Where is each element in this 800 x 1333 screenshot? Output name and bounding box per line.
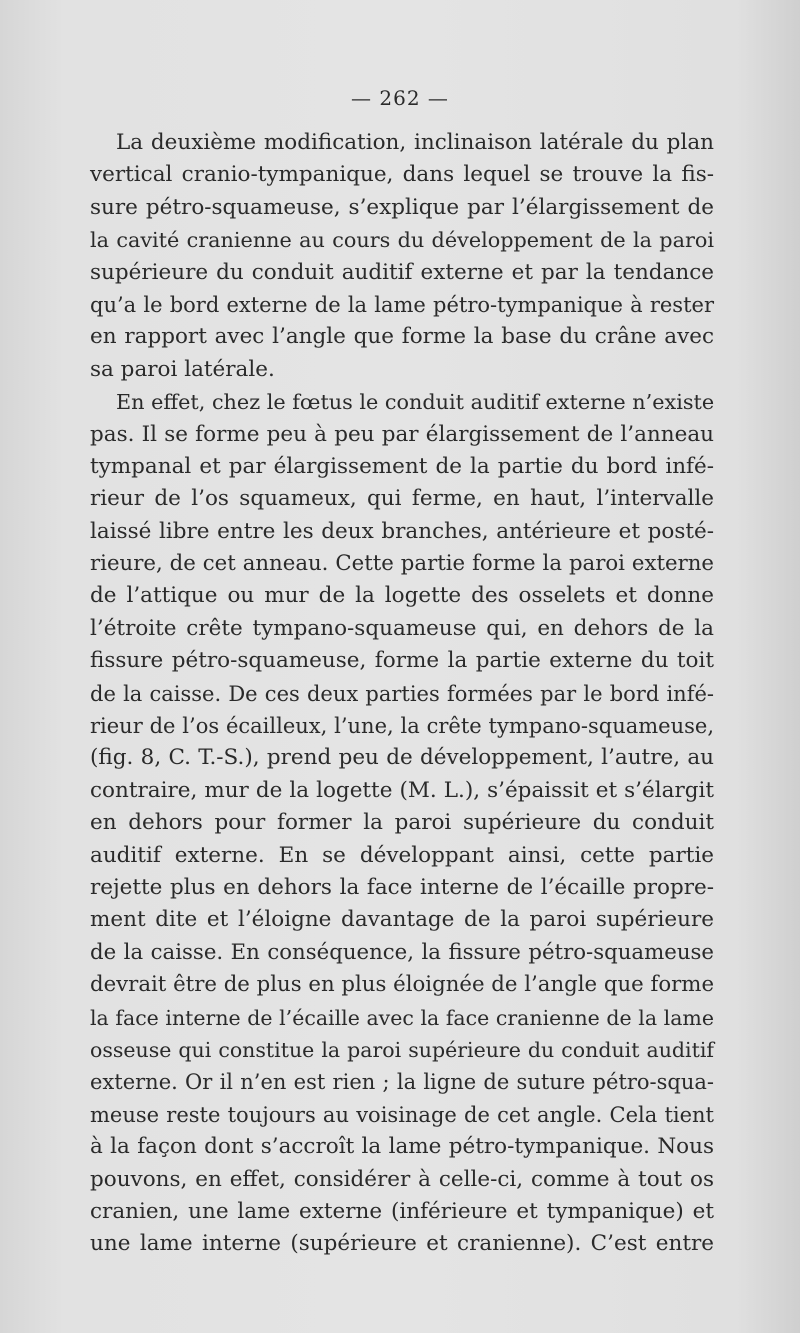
- text-line: cranien, une lame externe (inférieure et tympanique) et: [90, 1198, 714, 1224]
- text-line: la cavité cranienne au cours du développement de la paroi: [90, 228, 714, 253]
- text-line: ment dite et l’éloigne davantage de la paroi supérieure: [90, 907, 714, 933]
- text-line: à la façon dont s’accroît la lame pétro-tympanique. Nous: [90, 1134, 714, 1160]
- text-line: rieur de l’os squameux, qui ferme, en haut, l’intervalle: [90, 486, 714, 512]
- text-line: contraire, mur de la logette (M. L.), s’épaissit et s’élargit: [90, 777, 714, 803]
- text-line: pouvons, en effet, considérer à celle-ci, comme à tout os: [90, 1166, 714, 1192]
- text-line: en dehors pour former la paroi supérieure du conduit: [90, 810, 714, 836]
- text-line: fissure pétro-squameuse, forme la partie externe du toit: [90, 648, 714, 674]
- paragraph-1: [90, 127, 714, 386]
- text-line: l’étroite crête tympano-squameuse qui, en dehors de la: [90, 615, 714, 641]
- text-line: rieure, de cet anneau. Cette partie forme la paroi externe: [90, 551, 714, 577]
- paragraph-2: [90, 386, 714, 1261]
- page-number: — 262 —: [351, 86, 449, 110]
- text-line: vertical cranio-tympanique, dans lequel se trouve la fis-: [90, 162, 714, 188]
- text-line: En effet, chez le fœtus le conduit auditif externe n’existe: [116, 390, 715, 415]
- text-line: en rapport avec l’angle que forme la base du crâne avec: [90, 324, 714, 350]
- text-line: (fig. 8, C. T.-S.), prend peu de développement, l’autre, au: [90, 745, 714, 771]
- text-line: la face interne de l’écaille avec la face cranienne de la lame: [90, 1005, 714, 1030]
- text-line: devrait être de plus en plus éloignée de l’angle que forme: [90, 972, 715, 998]
- text-line: La deuxième modification, inclinaison latérale du plan: [116, 130, 714, 155]
- text-line: pas. Il se forme peu à peu par élargissement de l’anneau: [90, 421, 714, 447]
- text-line: rejette plus en dehors la face interne de l’écaille propre-: [90, 874, 714, 900]
- text-line: externe. Or il n’en est rien ; la ligne de suture pétro-squa-: [90, 1070, 714, 1095]
- text-line: sa paroi latérale.: [90, 356, 275, 382]
- text-line: de l’attique ou mur de la logette des osselets et donne: [90, 583, 714, 609]
- text-line: meuse reste toujours au voisinage de cet angle. Cela tient: [90, 1102, 714, 1127]
- text-line: qu’a le bord externe de la lame pétro-tympanique à rester: [90, 292, 714, 317]
- text-line: auditif externe. En se développant ainsi, cette partie: [90, 842, 714, 868]
- text-line: sure pétro-squameuse, s’explique par l’élargissement de: [90, 194, 714, 220]
- text-line: osseuse qui constitue la paroi supérieure du conduit auditif: [90, 1037, 714, 1062]
- text-line: rieur de l’os écailleux, l’une, la crête tympano-squameuse,: [90, 714, 714, 739]
- text-line: supérieure du conduit auditif externe et par la tendance: [90, 259, 714, 285]
- text-line: de la caisse. De ces deux parties formées par le bord infé-: [90, 681, 714, 706]
- text-line: laissé libre entre les deux branches, antérieure et posté-: [90, 518, 714, 544]
- text-line: tympanal et par élargissement de la partie du bord infé-: [90, 453, 714, 479]
- text-line: une lame interne (supérieure et cranienne). C’est entre: [90, 1231, 714, 1257]
- body-text: [90, 127, 714, 1261]
- text-line: de la caisse. En conséquence, la fissure pétro-squameuse: [90, 939, 714, 965]
